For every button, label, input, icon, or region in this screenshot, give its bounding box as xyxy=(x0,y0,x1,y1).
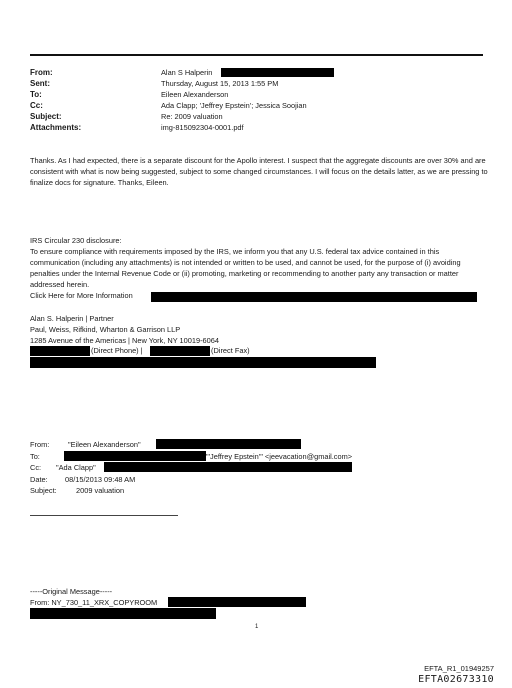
signature-name: Alan S. Halperin | Partner xyxy=(30,314,114,323)
signature-address: 1285 Avenue of the Americas | New York, NY 10019-6064 xyxy=(30,336,220,345)
redaction-block xyxy=(104,462,352,472)
disclosure-title: IRS Circular 230 disclosure: xyxy=(30,236,122,245)
page-number: 1 xyxy=(255,624,259,630)
fwd-to-label: To: xyxy=(30,452,40,461)
redaction-block xyxy=(156,439,301,449)
more-info-link[interactable]: Click Here for More Information xyxy=(30,291,133,300)
message-body: Thanks. As I had expected, there is a separate discount for the Apollo interest. I suspect that the aggregate discounts are over 30% and are consistent with what is now being suggested, subject to some changed circumstances. I will focus on the details latter, as we are pressing to finalize docs for signature. Thanks, Eileen. xyxy=(30,156,488,187)
subject-value: Re: 2009 valuation xyxy=(161,112,223,121)
redaction-block xyxy=(30,357,376,368)
signature-firm: Paul, Weiss, Rifkind, Wharton & Garrison LLP xyxy=(30,325,181,334)
fwd-date-value: 08/15/2013 09:48 AM xyxy=(65,475,136,484)
signature-direct-fax: (Direct Fax) xyxy=(211,346,250,355)
redaction-block xyxy=(30,608,216,619)
attachments-label: Attachments: xyxy=(30,123,82,132)
redaction-block xyxy=(150,346,210,356)
fwd-subject-label: Subject: xyxy=(30,486,57,495)
from-value: Alan S Halperin xyxy=(161,68,213,77)
sent-label: Sent: xyxy=(30,79,50,88)
redaction-block xyxy=(168,597,306,607)
fwd-from-value: "Eileen Alexanderson" xyxy=(68,440,141,449)
fwd-from-label: From: xyxy=(30,440,50,449)
cc-value: Ada Clapp; 'Jeffrey Epstein'; Jessica Soojian xyxy=(161,101,307,110)
header-top-rule xyxy=(30,54,483,56)
subject-label: Subject: xyxy=(30,112,62,121)
signature-direct-phone: (Direct Phone) | xyxy=(91,346,143,355)
redaction-block xyxy=(221,68,334,77)
fwd-cc-value: "Ada Clapp" xyxy=(56,463,96,472)
redaction-block xyxy=(64,451,206,461)
original-message-marker: -----Original Message----- xyxy=(30,587,113,596)
attachment-link[interactable]: img-815092304-0001.pdf xyxy=(161,123,244,132)
bates-number-primary: EFTA_R1_01949257 xyxy=(424,664,494,673)
original-from: From: NY_730_11_XRX_COPYROOM xyxy=(30,598,158,607)
fwd-subject-value: 2009 valuation xyxy=(76,486,125,495)
separator-rule xyxy=(30,515,178,516)
from-label: From: xyxy=(30,68,53,77)
disclosure-text: To ensure compliance with requirements imposed by the IRS, we inform you that any U.S. federal tax advice contained in this communication (including any attachments) is not intended or written to be used, and cannot be used, for the purpose of (i) avoiding penalties under the Internal Revenue Code or (ii) promoting, marketing or recommending to another party any transaction or matter addressed herein. xyxy=(30,247,461,289)
to-value: Eileen Alexanderson xyxy=(161,90,229,99)
redaction-block xyxy=(30,346,90,356)
redaction-block xyxy=(151,292,477,302)
cc-label: Cc: xyxy=(30,101,43,110)
bates-number-secondary: EFTA02673310 xyxy=(418,674,494,685)
fwd-date-label: Date: xyxy=(30,475,48,484)
to-label: To: xyxy=(30,90,42,99)
fwd-to-value: "'Jeffrey Epstein'" <jeevacation@gmail.com> xyxy=(206,452,353,461)
sent-value: Thursday, August 15, 2013 1:55 PM xyxy=(161,79,279,88)
fwd-cc-label: Cc: xyxy=(30,463,42,472)
